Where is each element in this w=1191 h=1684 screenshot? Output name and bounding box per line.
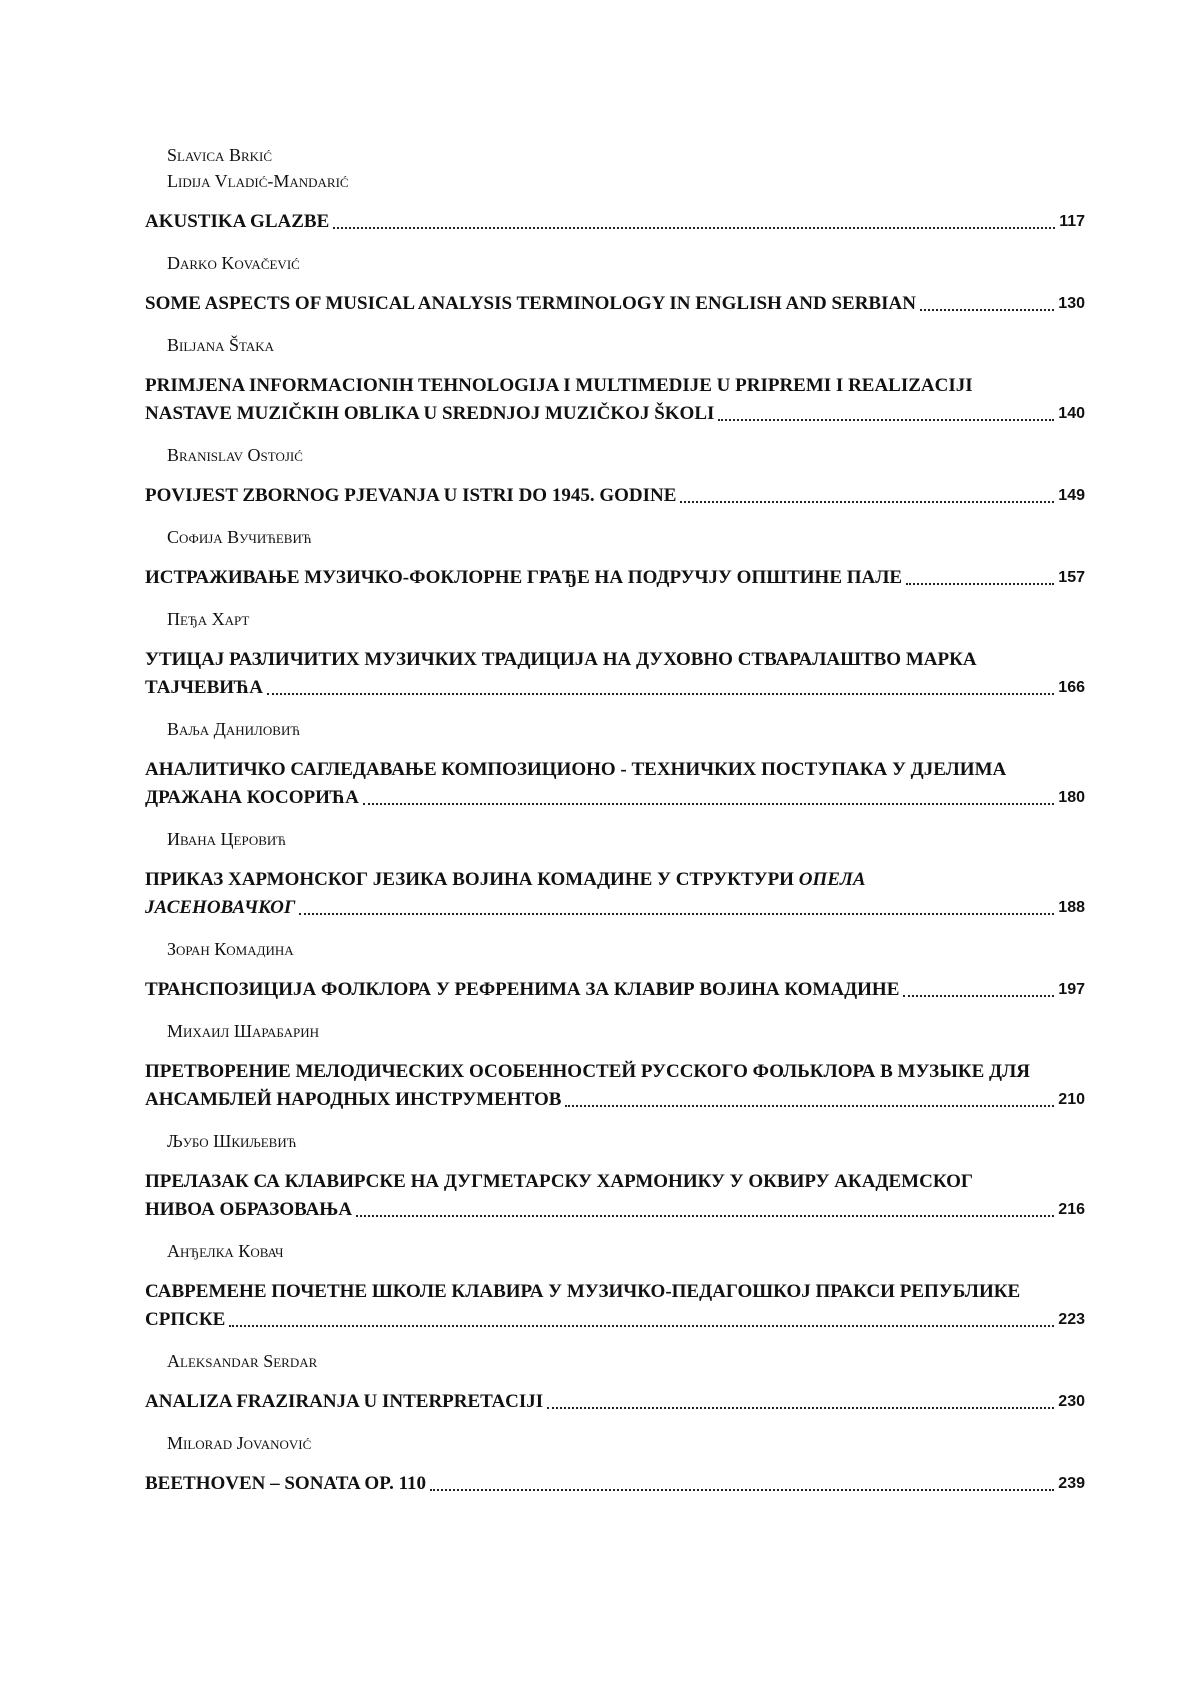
entry-title-line: УТИЦАЈ РАЗЛИЧИТИХ МУЗИЧКИХ ТРАДИЦИЈА НА ДУХОВНО СТВАРАЛАШТВО МАРКА <box>145 649 977 670</box>
dot-leader <box>333 227 1055 229</box>
author-name: Lidija Vladić-Mandarić <box>167 171 349 191</box>
entry-line[interactable] <box>145 894 1085 922</box>
entry-title: BEETHOVEN – SONATA OP. 110 <box>145 1473 427 1494</box>
dot-leader <box>356 1215 1054 1217</box>
toc-entry <box>145 1128 1085 1224</box>
entry-title: НИВОА ОБРАЗОВАЊА <box>145 1199 353 1220</box>
entry-title-line: САВРЕМЕНЕ ПОЧЕТНЕ ШКОЛЕ КЛАВИРА У МУЗИЧКО-ПЕДАГОШКОЈ ПРАКСИ РЕПУБЛИКЕ <box>145 1281 1021 1302</box>
entry-line[interactable] <box>145 674 1085 702</box>
entry-title-line: ПРИКАЗ ХАРМОНСКОГ ЈЕЗИКА ВОЈИНА КОМАДИНЕ У СТРУКТУРИ ОПЕЛА <box>145 869 866 890</box>
toc-entry <box>145 1238 1085 1334</box>
entry-authors <box>145 524 1085 550</box>
entry-title-line: PRIMJENA INFORMACIONIH TEHNOLOGIJA I MULTIMEDIJE U PRIPREMI I REALIZACIJI <box>145 375 973 396</box>
dot-leader <box>903 995 1054 997</box>
page-number: 140 <box>1058 405 1085 422</box>
dot-leader <box>547 1407 1054 1409</box>
entry-title: ДРАЖАНА КОСОРИЋА <box>145 787 359 808</box>
author-name: Slavica Brkić <box>167 145 273 165</box>
dot-leader <box>299 913 1054 915</box>
entry-title: СРПСКЕ <box>145 1309 226 1330</box>
page-number: 230 <box>1058 1393 1085 1410</box>
page-number: 180 <box>1058 789 1085 806</box>
dot-leader <box>920 309 1054 311</box>
entry-line[interactable] <box>145 1086 1085 1114</box>
dot-leader <box>718 419 1054 421</box>
entry-title-line: АНАЛИТИЧКО САГЛЕДАВАЊЕ КОМПОЗИЦИОНО - ТЕХНИЧКИХ ПОСТУПАКА У ДЈЕЛИМА <box>145 759 1007 780</box>
entry-title: ИСТРАЖИВАЊЕ МУЗИЧКО-ФОКЛОРНЕ ГРАЂЕ НА ПОДРУЧЈУ ОПШТИНЕ ПАЛЕ <box>145 567 903 588</box>
entry-line[interactable] <box>145 1470 1085 1498</box>
toc-entry <box>145 936 1085 1004</box>
author-name: Aleksandar Serdar <box>167 1351 318 1371</box>
entry-title-line: ПРЕЛАЗАК СА КЛАВИРСКЕ НА ДУГМЕТАРСКУ ХАРМОНИКУ У ОКВИРУ АКАДЕМСКОГ <box>145 1171 974 1192</box>
entry-line[interactable] <box>145 784 1085 812</box>
entry-title: ТАЈЧЕВИЋА <box>145 677 263 698</box>
author-name: Анђелка Ковач <box>167 1241 284 1261</box>
author-name: Софија Вучићевић <box>167 527 312 547</box>
toc-entry <box>145 142 1085 236</box>
page-number: 166 <box>1058 679 1085 696</box>
entry-line[interactable] <box>145 976 1085 1004</box>
entry-title: POVIJEST ZBORNOG PJEVANJA U ISTRI DO 1945. GODINE <box>145 485 677 506</box>
author-name: Ваља Даниловић <box>167 719 300 739</box>
toc-entry <box>145 442 1085 510</box>
toc-entry <box>145 1348 1085 1416</box>
author-name: Branislav Ostojić <box>167 445 303 465</box>
entry-authors <box>145 1348 1085 1374</box>
entry-title: АНСАМБЛЕЙ НАРОДНЫХ ИНСТРУМЕНТОВ <box>145 1089 562 1110</box>
page-number: 157 <box>1058 569 1085 586</box>
entry-line[interactable] <box>145 1388 1085 1416</box>
dot-leader <box>363 803 1054 805</box>
page-number: 130 <box>1058 295 1085 312</box>
toc-entry <box>145 826 1085 922</box>
entry-authors <box>145 332 1085 358</box>
author-name: Љубо Шкиљевић <box>167 1131 297 1151</box>
toc-entry <box>145 250 1085 318</box>
entry-authors <box>145 142 1085 194</box>
entry-title: ТРАНСПОЗИЦИЈА ФОЛКЛОРА У РЕФРЕНИМА ЗА КЛАВИР ВОЈИНА КОМАДИНЕ <box>145 979 900 1000</box>
entry-authors <box>145 826 1085 852</box>
page-number: 239 <box>1058 1475 1085 1492</box>
page-number: 197 <box>1058 981 1085 998</box>
author-name: Михаил Шарабарин <box>167 1021 320 1041</box>
author-name: Зоран Комадина <box>167 939 294 959</box>
entry-authors <box>145 606 1085 632</box>
entry-line[interactable] <box>145 1306 1085 1334</box>
entry-authors <box>145 936 1085 962</box>
entry-line[interactable] <box>145 400 1085 428</box>
toc-entry <box>145 524 1085 592</box>
table-of-contents <box>145 142 1085 1512</box>
entry-authors <box>145 250 1085 276</box>
entry-title: NASTAVE MUZIČKIH OBLIKA U SREDNJOJ MUZIČKOJ ŠKOLI <box>145 403 715 424</box>
page-number: 210 <box>1058 1091 1085 1108</box>
page-number: 188 <box>1058 899 1085 916</box>
entry-authors <box>145 442 1085 468</box>
toc-entry <box>145 1018 1085 1114</box>
toc-entry <box>145 332 1085 428</box>
entry-authors <box>145 1430 1085 1456</box>
dot-leader <box>565 1105 1054 1107</box>
entry-authors <box>145 1238 1085 1264</box>
entry-line[interactable] <box>145 208 1085 236</box>
entry-title: SOME ASPECTS OF MUSICAL ANALYSIS TERMINOLOGY IN ENGLISH AND SERBIAN <box>145 293 916 314</box>
entry-authors <box>145 1128 1085 1154</box>
dot-leader <box>267 693 1054 695</box>
entry-title-line: ПРЕТВОРЕНИЕ МЕЛОДИЧЕСКИХ ОСОБЕННОСТЕЙ РУССКОГО ФОЛЬКЛОРА В МУЗЫКЕ ДЛЯ <box>145 1061 1031 1082</box>
entry-line[interactable] <box>145 564 1085 592</box>
entry-line[interactable] <box>145 1196 1085 1224</box>
author-name: Пеђа Харт <box>167 609 250 629</box>
page-number: 223 <box>1058 1311 1085 1328</box>
page-number: 216 <box>1058 1201 1085 1218</box>
dot-leader <box>680 501 1054 503</box>
author-name: Darko Kovačević <box>167 253 300 273</box>
entry-title: AKUSTIKA GLAZBE <box>145 211 330 232</box>
entry-title: ANALIZA FRAZIRANJA U INTERPRETACIJI <box>145 1391 544 1412</box>
entry-authors <box>145 1018 1085 1044</box>
dot-leader <box>430 1489 1054 1491</box>
author-name: Biljana Štaka <box>167 335 275 355</box>
entry-line[interactable] <box>145 290 1085 318</box>
toc-entry <box>145 716 1085 812</box>
entry-authors <box>145 716 1085 742</box>
entry-title: ЈАСЕНОВАЧКОГ <box>145 897 296 918</box>
dot-leader <box>229 1325 1054 1327</box>
author-name: Milorad Jovanović <box>167 1433 312 1453</box>
entry-line[interactable] <box>145 482 1085 510</box>
toc-entry <box>145 1430 1085 1498</box>
dot-leader <box>906 583 1054 585</box>
page-number: 117 <box>1059 213 1085 230</box>
toc-entry <box>145 606 1085 702</box>
page-number: 149 <box>1058 487 1085 504</box>
author-name: Ивана Церовић <box>167 829 286 849</box>
